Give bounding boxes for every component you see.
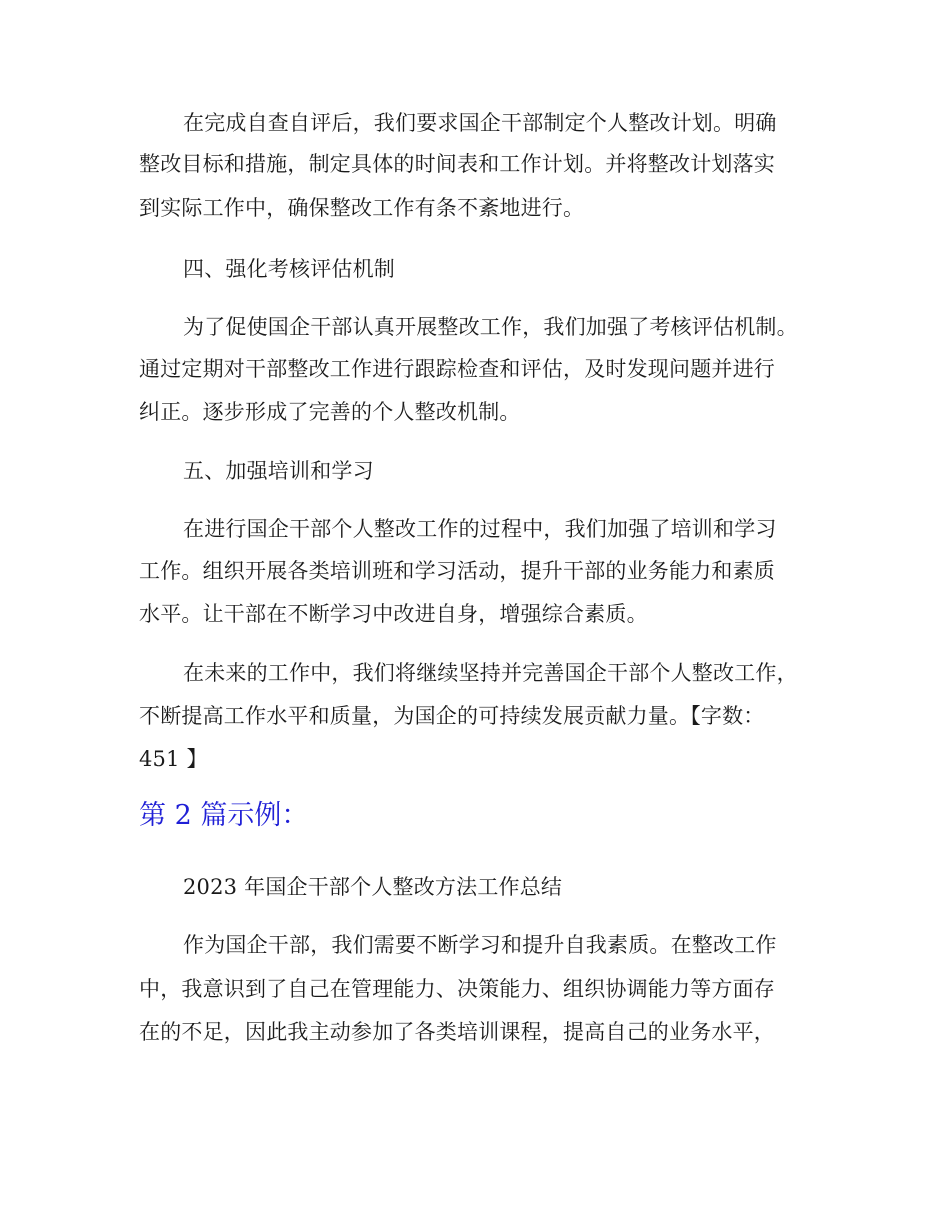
paragraph-line: 到实际工作中，确保整改工作有条不紊地进行。 [139,196,585,220]
paragraph-line: 作为国企干部，我们需要不断学习和提升自我素质。在整改工作 [183,933,777,957]
paragraph-line word-count: 451 】 [139,747,208,771]
paragraph-line: 在进行国企干部个人整改工作的过程中，我们加强了培训和学习 [183,517,777,541]
paragraph-line: 整改目标和措施，制定具体的时间表和工作计划。并将整改计划落实 [139,152,775,176]
section-heading: 四、强化考核评估机制 [183,257,395,281]
section-heading: 五、加强培训和学习 [183,459,374,483]
paragraph-line: 为了促使国企干部认真开展整改工作，我们加强了考核评估机制。 [183,315,798,339]
paragraph-line: 在的不足，因此我主动参加了各类培训课程，提高自己的业务水平， [139,1020,775,1044]
paragraph-line: 在未来的工作中，我们将继续坚持并完善国企干部个人整改工作， [183,661,798,685]
paragraph-line: 工作。组织开展各类培训班和学习活动，提升干部的业务能力和素质 [139,559,775,583]
paragraph-line: 在完成自查自评后，我们要求国企干部制定个人整改计划。明确 [183,111,777,135]
paragraph-line: 中，我意识到了自己在管理能力、决策能力、组织协调能力等方面存 [139,977,775,1001]
paragraph-line: 纠正。逐步形成了完善的个人整改机制。 [139,400,521,424]
paragraph-line: 通过定期对干部整改工作进行跟踪检查和评估，及时发现问题并进行 [139,357,775,381]
example-title: 2023 年国企干部个人整改方法工作总结 [183,875,563,899]
example-heading: 第 2 篇示例： [139,800,309,831]
paragraph-line: 不断提高工作水平和质量，为国企的可持续发展贡献力量。【字数： [139,704,765,728]
paragraph-line: 水平。让干部在不断学习中改进自身，增强综合素质。 [139,602,648,626]
